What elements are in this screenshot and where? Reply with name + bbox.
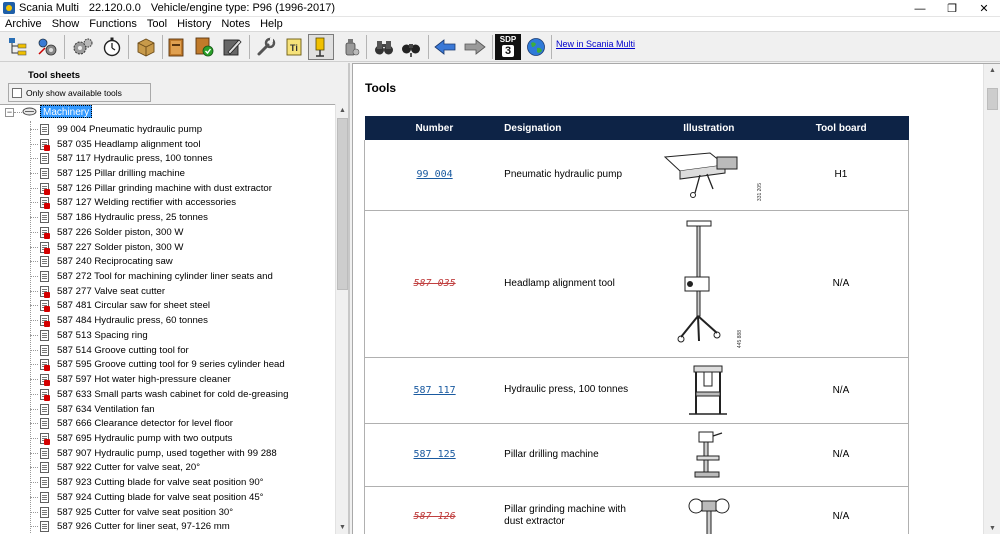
tree-connector <box>30 409 38 410</box>
table-row <box>365 423 909 486</box>
tree-connector <box>30 438 38 439</box>
tree-scrollbar[interactable] <box>335 104 348 534</box>
only-available-checkbox[interactable] <box>12 88 22 98</box>
globe-button[interactable] <box>523 34 549 60</box>
function-groups-button[interactable] <box>34 34 60 60</box>
vehicle-type-label: Vehicle/engine type: P96 (1996-2017) <box>150 2 335 14</box>
tree-item[interactable] <box>30 446 330 461</box>
back-button[interactable] <box>432 34 458 60</box>
tree-connector <box>30 188 38 189</box>
tree-item-label: 587 595 Groove cutting tool for 9 series cylinder head <box>57 359 285 371</box>
tool-sheet-icon <box>40 124 49 135</box>
maximize-button[interactable] <box>936 0 968 17</box>
tools-table <box>364 116 909 534</box>
tree-item-label: 587 186 Hydraulic press, 25 tonnes <box>57 212 208 224</box>
tool-designation: Headlamp alignment tool <box>504 277 615 289</box>
table-header-row <box>365 116 909 140</box>
tree-connector <box>30 482 38 483</box>
tree-connector <box>30 261 38 262</box>
back-arrow-icon <box>433 36 457 58</box>
tree-item[interactable] <box>30 313 330 328</box>
illustration-code: 445 888 <box>736 330 743 349</box>
tree-item-label: 587 922 Cutter for valve seat, 20° <box>57 462 201 474</box>
wrench-button[interactable] <box>253 34 279 60</box>
tree-item[interactable] <box>30 431 330 446</box>
tree-item[interactable] <box>30 475 330 490</box>
bottle-button[interactable] <box>338 34 364 60</box>
tool-number-unavailable: 587 035 <box>413 278 456 289</box>
tree-item[interactable] <box>30 387 330 402</box>
tool-sheet-unavailable-icon <box>40 227 49 238</box>
binoculars-alt-icon <box>400 36 422 58</box>
tools-content-pane <box>352 63 1000 534</box>
notepad-pen-icon <box>221 36 243 58</box>
tree-item-label: 587 633 Small parts wash cabinet for cold de-greasing <box>57 388 289 400</box>
tree-item[interactable] <box>30 402 330 417</box>
cell-number <box>365 140 505 210</box>
tool-sheet-unavailable-icon <box>40 300 49 311</box>
tools-table-body <box>365 140 909 534</box>
tree-item-label: 587 634 Ventilation fan <box>57 403 155 415</box>
tree-connector <box>30 144 38 145</box>
tool-sheet-icon <box>40 271 49 282</box>
tree-item[interactable] <box>30 196 330 211</box>
tree-view-icon <box>7 36 29 58</box>
tree-connector <box>30 512 38 513</box>
tool-sheet-icon <box>40 477 49 488</box>
tool-sheet-unavailable-icon <box>40 242 49 253</box>
cell-designation <box>504 423 644 486</box>
forward-button[interactable] <box>462 34 488 60</box>
sdp3-icon <box>496 35 520 59</box>
book-button[interactable] <box>163 34 189 60</box>
machinery-icon <box>22 107 37 116</box>
tool-sheet-icon <box>40 492 49 503</box>
tool-sheet-icon <box>40 212 49 223</box>
tool-sheet-unavailable-icon <box>40 197 49 208</box>
tree-item-label: 587 126 Pillar grinding machine with dust extractor <box>57 182 272 194</box>
cell-number <box>365 423 505 486</box>
tool-sheet-icon <box>40 507 49 518</box>
gears-button[interactable] <box>70 34 96 60</box>
menu-bar <box>0 17 1000 32</box>
tree-scroll-thumb[interactable] <box>337 118 348 290</box>
cell-illustration <box>644 423 774 486</box>
tree-connector <box>30 497 38 498</box>
tree-connector <box>30 202 38 203</box>
cell-tool-board <box>774 423 909 486</box>
toolbar-separator <box>128 35 129 59</box>
approved-book-icon <box>193 36 215 58</box>
ti-document-button[interactable] <box>281 34 307 60</box>
tool-board-value: N/A <box>832 449 850 460</box>
tree-connector <box>30 232 38 233</box>
parts-box-button[interactable] <box>133 34 159 60</box>
tree-item[interactable] <box>30 240 330 255</box>
pump-illustration[interactable] <box>655 149 755 201</box>
tree-item-label: 587 925 Cutter for valve seat position 30° <box>57 506 234 518</box>
tree-item-label: 587 907 Hydraulic pump, used together with 99 288 <box>57 447 277 459</box>
book-icon <box>165 36 187 58</box>
new-in-scania-multi-link[interactable]: New in Scania Multi <box>556 39 636 49</box>
content-scrollbar[interactable] <box>983 64 1000 534</box>
sdp-label: SDP <box>499 35 517 44</box>
toolbar-separator <box>64 35 65 59</box>
app-version: 22.120.0.0 <box>88 2 141 14</box>
tree-item[interactable] <box>30 461 330 476</box>
cell-number <box>365 486 505 534</box>
tree-item[interactable] <box>30 416 330 431</box>
cell-tool-board <box>774 140 909 210</box>
tree-item[interactable] <box>30 505 330 520</box>
tool-sheet-icon <box>40 521 49 532</box>
scroll-up-arrow[interactable]: ▲ <box>339 107 346 114</box>
cell-designation <box>504 486 644 534</box>
sdp3-button[interactable] <box>495 34 521 60</box>
tool-sheet-icon <box>40 330 49 341</box>
tool-sheets-icon <box>310 36 332 58</box>
tool-board-value: H1 <box>834 169 848 181</box>
tree-connector <box>30 247 38 248</box>
tool-sheet-unavailable-icon <box>40 433 49 444</box>
tree-item-label: 587 484 Hydraulic press, 60 tonnes <box>57 315 208 327</box>
tool-sheet-unavailable-icon <box>40 359 49 370</box>
tree-item[interactable] <box>30 225 330 240</box>
tree-item-label: 587 597 Hot water high-pressure cleaner <box>57 374 231 386</box>
stopwatch-icon <box>101 36 123 58</box>
minimize-button[interactable] <box>904 0 936 17</box>
cell-illustration <box>644 140 774 210</box>
tree-item-label: 587 924 Cutting blade for valve seat position 45° <box>57 491 264 503</box>
tool-board-value: N/A <box>832 278 850 289</box>
tree-item[interactable] <box>30 181 330 196</box>
ti-document-icon <box>283 36 305 58</box>
tool-designation: Hydraulic press, 100 tonnes <box>504 384 629 395</box>
tree-connector <box>30 305 38 306</box>
menu-functions[interactable]: Functions <box>89 18 137 30</box>
cell-designation <box>504 140 644 210</box>
tree-connector <box>30 320 38 321</box>
col-illustration-header: Illustration <box>644 116 774 140</box>
cell-illustration <box>644 210 774 357</box>
function-groups-icon <box>36 36 58 58</box>
tool-sheet-unavailable-icon <box>40 183 49 194</box>
tree-item[interactable] <box>30 372 330 387</box>
menu-history[interactable]: History <box>177 18 212 30</box>
tool-sheet-unavailable-icon <box>40 139 49 150</box>
tool-sheet-icon <box>40 256 49 267</box>
tool-sheet-icon <box>40 153 49 164</box>
content-scroll-thumb[interactable] <box>987 88 998 110</box>
tree-item-label: 587 117 Hydraulic press, 100 tonnes <box>57 153 213 165</box>
close-icon: ✕ <box>979 3 989 15</box>
grinder-illustration[interactable] <box>684 496 734 534</box>
tree-item-label: 587 513 Spacing ring <box>57 329 148 341</box>
toolbar <box>0 32 1000 62</box>
tree-item-label: 587 277 Valve seat cutter <box>57 285 166 297</box>
tree-connector <box>30 394 38 395</box>
drill-illustration[interactable] <box>689 430 729 480</box>
menu-show[interactable]: Show <box>51 18 80 30</box>
cell-designation <box>504 357 644 423</box>
tree-connector <box>30 291 38 292</box>
tree-item-label: 587 272 Tool for machining cylinder liner seats and <box>57 271 273 283</box>
app-logo-icon <box>3 2 15 14</box>
wrench-icon <box>255 36 277 58</box>
app-name: Scania Multi <box>19 2 79 14</box>
tool-sheet-unavailable-icon <box>40 286 49 297</box>
forward-arrow-icon <box>463 36 487 58</box>
scroll-down-arrow[interactable]: ▼ <box>339 524 346 531</box>
bottle-icon <box>340 36 362 58</box>
col-number-header: Number <box>365 116 505 140</box>
tree-item[interactable] <box>30 328 330 343</box>
tree-connector <box>30 129 38 130</box>
tree-item-label: 99 004 Pneumatic hydraulic pump <box>57 123 203 135</box>
tool-number-unavailable: 587 126 <box>413 510 456 522</box>
tool-board-value: N/A <box>832 384 850 396</box>
parts-box-icon <box>135 36 157 58</box>
stopwatch-button[interactable] <box>99 34 125 60</box>
tree-item-label: 587 926 Cutter for liner seat, 97-126 mm <box>57 521 230 533</box>
only-available-filter[interactable] <box>8 83 151 102</box>
tree-item[interactable] <box>30 122 330 137</box>
table-row <box>365 357 909 423</box>
tree-item[interactable] <box>30 343 330 358</box>
tree-connector <box>30 526 38 527</box>
tree-view-button[interactable] <box>5 34 31 60</box>
tool-number-link[interactable]: 99 004 <box>416 169 453 181</box>
tool-tree <box>0 104 348 534</box>
table-row <box>365 140 909 210</box>
table-row <box>365 210 909 357</box>
menu-tool[interactable]: Tool <box>146 18 168 30</box>
cell-number <box>365 210 505 357</box>
gears-icon <box>72 36 94 58</box>
tool-sheets-button[interactable] <box>308 34 334 60</box>
content-scroll-up-arrow[interactable]: ▲ <box>989 67 996 74</box>
content-scroll-down-arrow[interactable]: ▼ <box>989 525 996 532</box>
cell-tool-board <box>774 357 909 423</box>
cell-tool-board <box>774 486 909 534</box>
tool-number-link[interactable]: 587 117 <box>413 384 456 396</box>
cell-illustration <box>644 357 774 423</box>
menu-help[interactable]: Help <box>260 18 283 30</box>
tree-connector <box>30 350 38 351</box>
tree-item-label: 587 481 Circular saw for sheet steel <box>57 300 211 312</box>
tool-designation: Pneumatic hydraulic pump <box>504 168 623 180</box>
tree-item-label: 587 127 Welding rectifier with accessories <box>57 197 236 209</box>
toolbar-separator <box>366 35 367 59</box>
only-available-label: Only show available tools <box>26 87 122 98</box>
minimize-icon: — <box>914 2 926 15</box>
tool-sheet-icon <box>40 168 49 179</box>
tool-sheet-unavailable-icon <box>40 315 49 326</box>
tree-item-label: 587 666 Clearance detector for level floor <box>57 418 233 430</box>
search-alt-button[interactable] <box>398 34 424 60</box>
tool-sheet-icon <box>40 462 49 473</box>
close-button[interactable] <box>968 0 1000 17</box>
tree-item[interactable] <box>30 137 330 152</box>
tool-sheet-icon <box>40 448 49 459</box>
sdp-number: 3 <box>502 45 514 57</box>
tree-item-label: 587 240 Reciprocating saw <box>57 256 173 268</box>
tool-sheets-title: Tool sheets <box>28 70 81 81</box>
tree-connector <box>30 276 38 277</box>
tree-connector <box>30 453 38 454</box>
cell-designation <box>504 210 644 357</box>
tool-designation: Pillar drilling machine <box>504 448 599 460</box>
notepad-pen-button[interactable] <box>219 34 245 60</box>
tool-sheet-icon <box>40 418 49 429</box>
maximize-icon: ❐ <box>947 3 957 15</box>
cell-tool-board <box>774 210 909 357</box>
search-binoculars-button[interactable] <box>371 34 397 60</box>
toolbar-separator <box>249 35 250 59</box>
tool-sheet-icon <box>40 345 49 356</box>
tree-root-machinery[interactable]: Machinery <box>40 105 92 118</box>
menu-notes[interactable]: Notes <box>221 18 251 30</box>
binoculars-icon <box>373 36 395 58</box>
tool-number-link[interactable]: 587 125 <box>413 449 456 460</box>
col-toolboard-header: Tool board <box>774 116 909 140</box>
tree-item[interactable] <box>30 358 330 373</box>
illustration-code: 331 205 <box>756 182 763 201</box>
tool-sheets-panel <box>0 63 350 534</box>
tool-sheet-icon <box>40 404 49 415</box>
tree-item[interactable] <box>30 284 330 299</box>
col-designation-header: Designation <box>504 116 644 140</box>
globe-icon <box>525 36 547 58</box>
page-title: Tools <box>365 81 397 95</box>
tree-connector <box>30 467 38 468</box>
approved-book-button[interactable] <box>191 34 217 60</box>
tree-item[interactable] <box>30 519 330 534</box>
tree-item-label: 587 125 Pillar drilling machine <box>57 168 185 179</box>
toolbar-separator <box>551 35 552 59</box>
tree-item[interactable] <box>30 166 330 181</box>
menu-archive[interactable]: Archive <box>5 18 42 30</box>
tool-sheet-unavailable-icon <box>40 389 49 400</box>
tree-connector <box>30 217 38 218</box>
headlamp-illustration[interactable] <box>675 219 735 349</box>
tree-connector <box>30 173 38 174</box>
tree-item[interactable] <box>30 210 330 225</box>
tree-item-label: 587 923 Cutting blade for valve seat position 90° <box>57 477 264 489</box>
tree-connector <box>30 423 38 424</box>
tree-item-label: 587 226 Solder piston, 300 W <box>57 226 184 238</box>
tool-designation: Pillar grinding machine with dust extractor <box>504 504 626 527</box>
collapse-toggle[interactable]: − <box>6 107 13 117</box>
toolbar-separator <box>492 35 493 59</box>
press-illustration[interactable] <box>684 364 734 416</box>
tree-item[interactable] <box>30 299 330 314</box>
tree-connector <box>14 112 22 113</box>
tree-item-label: 587 035 Headlamp alignment tool <box>57 138 201 150</box>
tool-board-value: N/A <box>832 510 850 522</box>
svg-text:Ti: Ti <box>290 43 298 53</box>
tree-item[interactable] <box>30 254 330 269</box>
tree-item[interactable] <box>30 269 330 284</box>
tree-connector <box>30 364 38 365</box>
tree-connector <box>30 379 38 380</box>
tree-item[interactable] <box>30 490 330 505</box>
tree-connector <box>30 158 38 159</box>
title-bar <box>0 0 1000 17</box>
tree-item-label: 587 227 Solder piston, 300 W <box>57 241 184 253</box>
table-row <box>365 486 909 534</box>
tree-item-label: 587 695 Hydraulic pump with two outputs <box>57 432 233 444</box>
cell-illustration <box>644 486 774 534</box>
tool-sheet-unavailable-icon <box>40 374 49 385</box>
cell-number <box>365 357 505 423</box>
toolbar-separator <box>428 35 429 59</box>
tree-item[interactable] <box>30 151 330 166</box>
tree-connector <box>30 335 38 336</box>
tree-item-label: 587 514 Groove cutting tool for <box>57 344 189 356</box>
